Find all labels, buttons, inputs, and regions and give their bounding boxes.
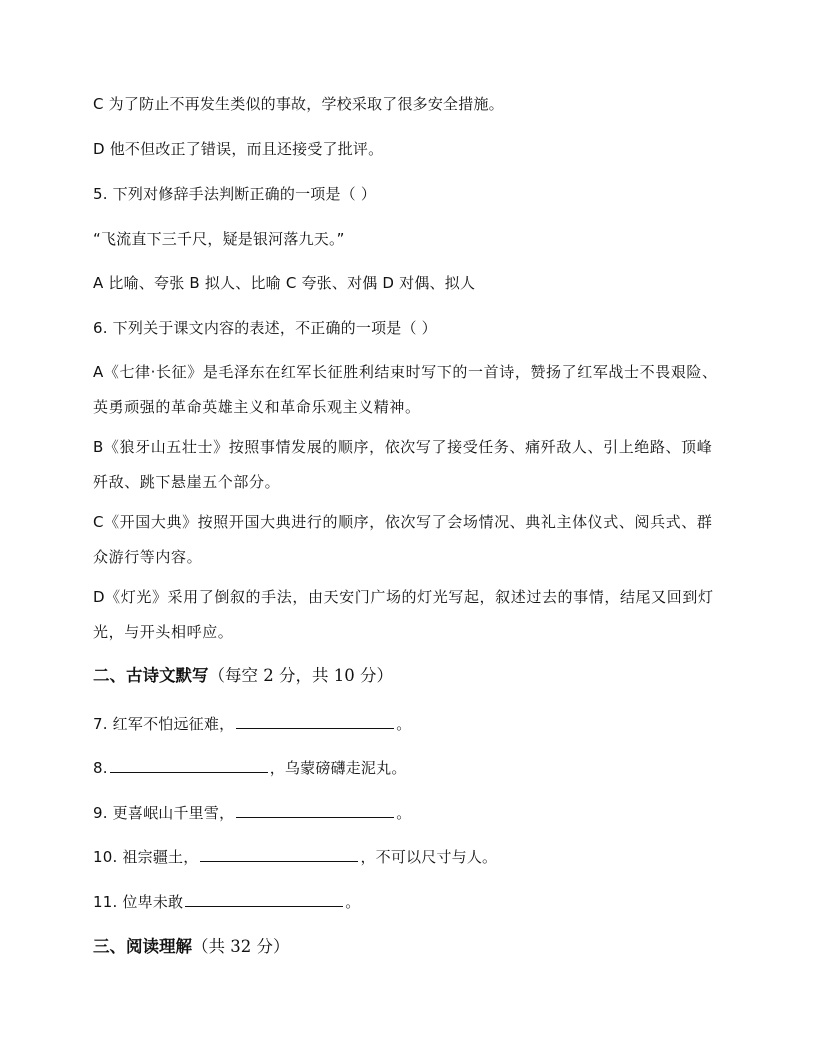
q11 (93, 885, 733, 920)
q9-text-end: 。 (396, 804, 412, 822)
section-2-title: 二、古诗文默写 (93, 666, 209, 685)
q6-option-b: B《狼牙山五壮士》按照事情发展的顺序，依次写了接受任务、痛歼敌人、引上绝路、顶峰歼敌、跳下悬崖五个部分。 (93, 438, 713, 491)
q8-text: 8. (93, 759, 108, 777)
q9-answer-blank (236, 802, 394, 818)
section-3-note: （共 32 分） (192, 937, 290, 956)
section-2-note: （每空 2 分，共 10 分） (208, 666, 393, 685)
q4-option-d: D 他不但改正了错误，而且还接受了批评。 (93, 140, 384, 158)
q8-text-end: ，乌蒙磅礴走泥丸。 (269, 759, 407, 777)
q5-quote: “飞流直下三千尺，疑是银河落九天。” (93, 230, 345, 248)
q11-text: 11. 位卑未敢 (93, 893, 184, 911)
q4-option-c: C 为了防止不再发生类似的事故，学校采取了很多安全措施。 (93, 95, 504, 113)
q7-text: 7. 红军不怕远征难， (93, 715, 235, 733)
q11-answer-blank (185, 891, 343, 907)
q7 (93, 707, 733, 742)
q9-text: 9. 更喜岷山千里雪， (93, 804, 235, 822)
q8 (93, 751, 733, 786)
q6-stem: 6. 下列关于课文内容的表述，不正确的一项是（ ） (93, 319, 437, 337)
q10-answer-blank (200, 846, 358, 862)
q11-text-end: 。 (345, 893, 361, 911)
q7-text-end: 。 (396, 715, 412, 733)
q9 (93, 796, 733, 831)
section-2-heading (93, 660, 393, 692)
q10 (93, 840, 733, 875)
q5-stem: 5. 下列对修辞手法判断正确的一项是（ ） (93, 185, 377, 203)
q8-answer-blank (110, 757, 268, 773)
q6-option-c: C《开国大典》按照开国大典进行的顺序，依次写了会场情况、典礼主体仪式、阅兵式、群众游行等内容。 (93, 513, 713, 566)
q6-option-a: A《七律·长征》是毛泽东在红军长征胜利结束时写下的一首诗，赞扬了红军战士不畏艰险、英勇顽强的革命英雄主义和革命乐观主义精神。 (93, 363, 718, 416)
section-3-heading (93, 931, 290, 963)
q10-text: 10. 祖宗疆土， (93, 848, 199, 866)
q5-options: A 比喻、夸张 B 拟人、比喻 C 夸张、对偶 D 对偶、拟人 (93, 274, 476, 292)
section-3-title: 三、阅读理解 (93, 937, 192, 956)
q7-answer-blank (236, 713, 394, 729)
q10-text-end: ，不可以尺寸与人。 (360, 848, 498, 866)
q6-option-d: D《灯光》采用了倒叙的手法，由天安门广场的灯光写起，叙述过去的事情，结尾又回到灯光，与开头相呼应。 (93, 588, 714, 641)
